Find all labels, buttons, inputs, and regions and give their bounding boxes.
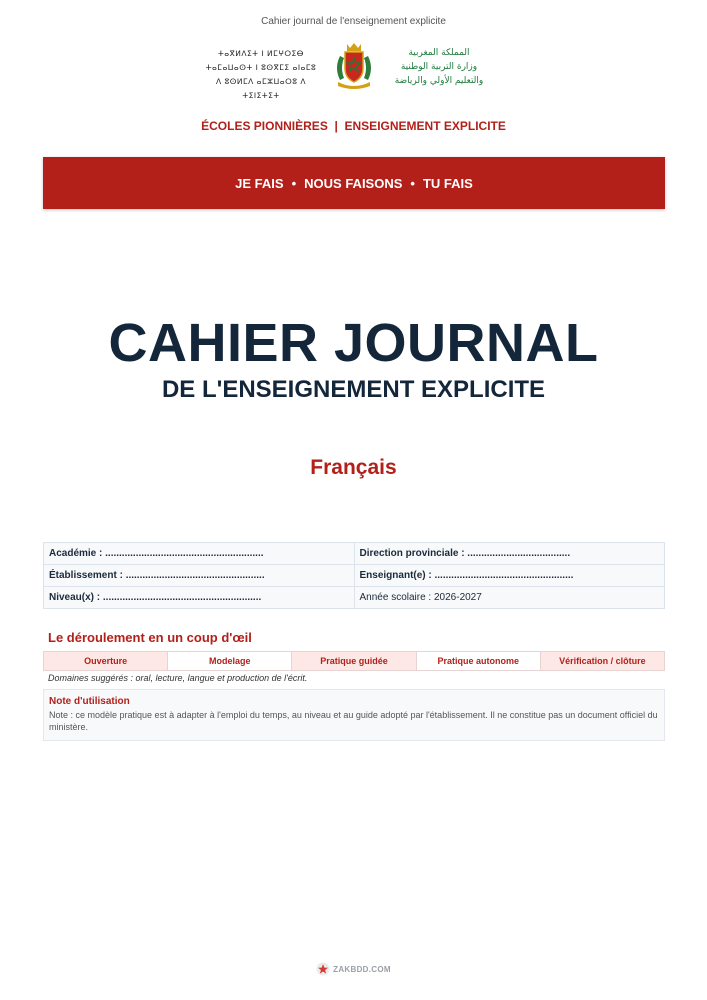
deroulement-title: Le déroulement en un coup d'œil — [48, 630, 252, 645]
banner-item: JE FAIS — [235, 175, 284, 191]
tifinagh-line: ⵜⴰⵎⴰⵡⴰⵙⵜ ⵏ ⵓⵙⴳⵎⵉ ⴰⵏⴰⵎⵓ — [205, 63, 317, 72]
info-row — [44, 543, 665, 565]
banner-item: TU FAIS — [422, 175, 473, 191]
enseignant-field[interactable]: Enseignant(e) : .................................................. — [354, 565, 665, 587]
annee-field: Année scolaire : 2026-2027 — [354, 587, 665, 609]
tifinagh-line: ⵜⴰⴳⵍⴷⵉⵜ ⵏ ⵍⵎⵖⵔⵉⴱ — [218, 49, 304, 58]
method-banner — [43, 157, 665, 209]
note-title: Note d'utilisation — [49, 696, 130, 707]
tifinagh-text — [196, 47, 326, 103]
info-row — [44, 565, 665, 587]
phase-verification: Vérification / clôture — [541, 652, 664, 670]
arabic-line: وزارة التربية الوطنية — [400, 62, 478, 72]
info-row — [44, 587, 665, 609]
domains-text: Domaines suggérés : oral, lecture, langue et production de l'écrit. — [48, 673, 308, 683]
arabic-line: والتعليم الأولي والرياضة — [394, 76, 484, 86]
document-title: CAHIER JOURNAL — [108, 313, 599, 373]
arabic-line: المملكة المغربية — [408, 48, 470, 58]
phase-modelage: Modelage — [168, 652, 292, 670]
banner-separator: • — [291, 175, 297, 191]
header-caption: Cahier journal de l'enseignement explicite — [261, 16, 446, 27]
direction-field[interactable]: Direction provinciale : ..................................... — [354, 543, 665, 565]
note-text: Note : ce modèle pratique est à adapter à l'emploi du temps, au niveau et au guide adopté par l'établissement. Il ne constitue pas un document officiel du ministère. — [49, 710, 658, 732]
footer-brand[interactable]: ZAKBDD.COM — [333, 964, 391, 974]
phase-pratique-autonome: Pratique autonome — [417, 652, 541, 670]
subject-title: Français — [310, 456, 397, 479]
academie-field[interactable]: Académie : ......................................................... — [44, 543, 355, 565]
star-logo-icon — [316, 962, 330, 976]
document-subtitle: DE L'ENSEIGNEMENT EXPLICITE — [161, 376, 546, 403]
moroccan-coat-of-arms-icon — [332, 42, 376, 90]
info-table — [43, 542, 665, 609]
banner-separator: • — [410, 175, 415, 191]
schools-subtitle: ÉCOLES PIONNIÈRES | ENSEIGNEMENT EXPLICITE — [201, 119, 506, 133]
phase-ouverture: Ouverture — [44, 652, 168, 670]
niveau-field[interactable]: Niveau(x) : ......................................................... — [44, 587, 355, 609]
ministry-header — [0, 42, 707, 100]
arabic-text — [378, 46, 500, 88]
phases-strip — [43, 651, 665, 671]
banner-item: NOUS FAISONS — [304, 175, 403, 191]
footer — [0, 962, 707, 976]
usage-note — [43, 689, 665, 741]
etablissement-field[interactable]: Établissement : .................................................. — [44, 565, 355, 587]
tifinagh-line: ⴷ ⵓⵙⵍⵎⴷ ⴰⵎⵣⵡⴰⵔⵓ ⴷ ⵜⵉⵏⵉⵜⵉⵜ — [215, 77, 307, 100]
phase-pratique-guidee: Pratique guidée — [292, 652, 416, 670]
